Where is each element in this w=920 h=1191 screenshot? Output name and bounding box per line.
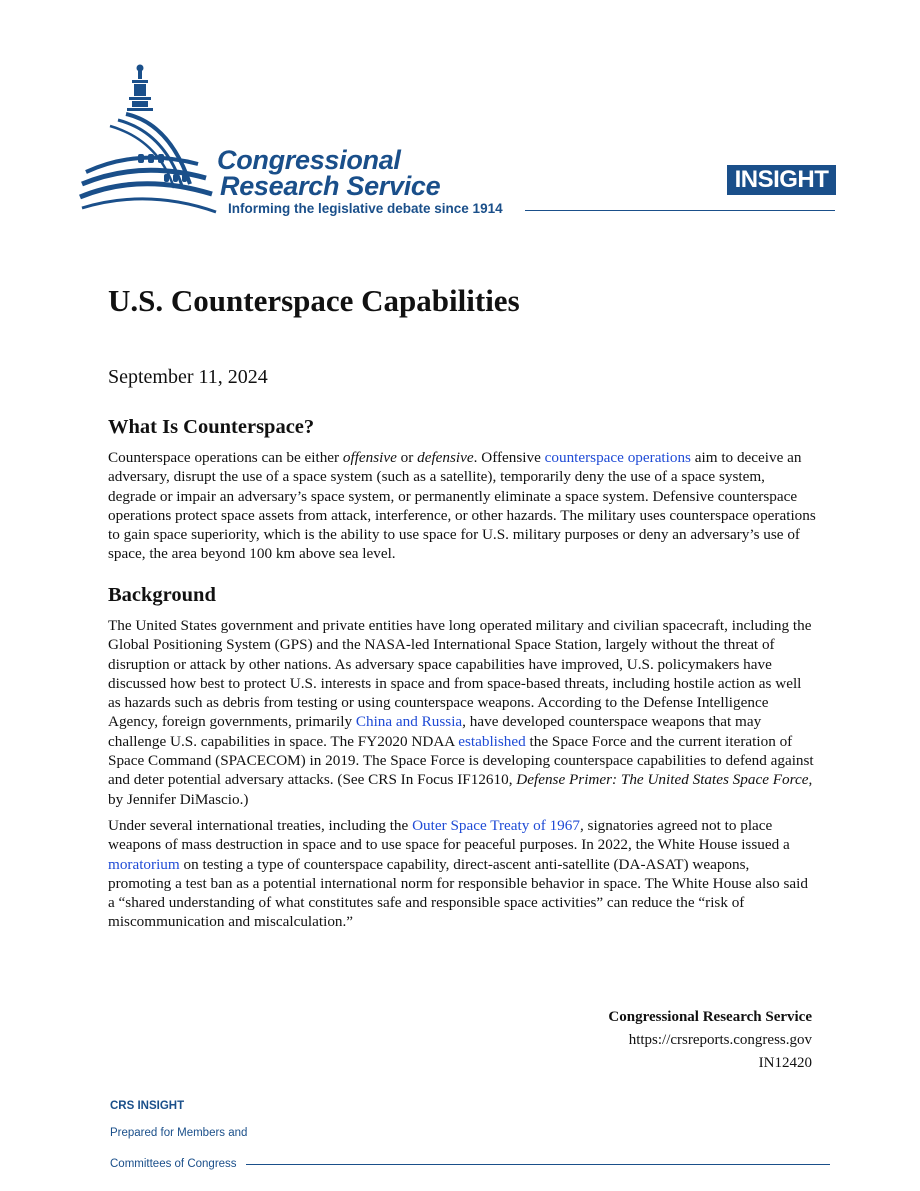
text-run: or (396, 449, 418, 466)
prepared-for-line1: Prepared for Members and (110, 1127, 248, 1139)
prepared-for-line2: Committees of Congress (110, 1158, 237, 1170)
text-run: the Space Force and the current iteration of Space Command (SPACECOM) in 2019. The Space Force is developing counterspace capabilities to defend against and deter potential adversary attacks. (See CRS In Focus IF12610, (108, 732, 814, 789)
section-heading: Background (108, 584, 216, 606)
footer-divider (246, 1164, 830, 1165)
link-outer-space-treaty[interactable]: Outer Space Treaty of 1967 (412, 816, 580, 834)
publication-date: September 11, 2024 (108, 366, 268, 388)
insight-badge: INSIGHT (727, 165, 836, 195)
footer-org: Congressional Research Service (608, 1009, 812, 1025)
emphasis-text: offensive (342, 449, 397, 466)
text-run: The United States government and private entities have long operated military and civilian spacecraft, including the Global Positioning System (GPS) and the NASA-led International Space Station, largely without the threat of disruption or attack by other nations. As adversary space capabilities have improved, U.S. policymakers have discussed how best to protect U.S. interests in space and from space-based threats, including hostile action as well as hazards such as debris from testing or using counterspace weapons. According to the Defense Intelligence Agency, foreign governments, primarily (108, 617, 812, 731)
link-counterspace-operations[interactable]: counterspace operations (544, 449, 691, 466)
text-run: , have developed counterspace weapons that may challenge U.S. capabilities in space. The FY2020 NDAA (108, 713, 762, 750)
text-run: , by Jennifer DiMascio.) (108, 771, 813, 808)
emphasis-text: Defense Primer: The United States Space Force (516, 771, 809, 789)
text-run: Counterspace operations can be either (108, 449, 343, 466)
tagline-divider (525, 210, 835, 211)
tagline: Informing the legislative debate since 1914 (228, 201, 503, 216)
text-run: Under several international treaties, including the (108, 816, 413, 834)
capitol-dome-icon (78, 62, 228, 222)
paragraph (108, 816, 816, 932)
section-heading: What Is Counterspace? (108, 416, 315, 438)
text-run: aim to deceive an adversary, disrupt the use of a space system (such as a satellite), temporarily deny the use of a space system, degrade or impair an adversary’s space system, or permanently eliminate a space system. Defensive counterspace operations protect space assets from attack, interference, or other hazards. The military uses counterspace operations to gain space superiority, which is the ability to use space for U.S. military purposes or deny an adversary’s use of space, the area beyond 100 km above sea level. (108, 449, 816, 563)
paragraph (108, 448, 816, 564)
org-name-line1: Congressional (217, 145, 401, 175)
text-run: . Offensive (473, 449, 545, 466)
report-id: IN12420 (758, 1055, 812, 1071)
section-what-is-counterspace (108, 415, 816, 571)
page-title: U.S. Counterspace Capabilities (108, 283, 520, 318)
org-name-line2: Research Service (220, 171, 441, 201)
section-background (108, 583, 816, 939)
footer-url[interactable]: https://crsreports.congress.gov (628, 1032, 812, 1048)
text-run: on testing a type of counterspace capability, direct-ascent anti-satellite (DA-ASAT) weapons, promoting a test ban as a potential international norm for responsible behavior in space. The White House also said a “shared understanding of what constitutes safe and responsible space activities” can reduce the “risk of miscommunication and miscalculation.” (108, 855, 808, 931)
emphasis-text: defensive (417, 449, 474, 466)
link-china-and-russia[interactable]: China and Russia (355, 713, 463, 731)
link-moratorium[interactable]: moratorium (108, 855, 180, 873)
text-run: , signatories agreed not to place weapons of mass destruction in space and to use space for peaceful purposes. In 2022, the White House issued a (108, 816, 790, 854)
crs-insight-label: CRS INSIGHT (110, 1100, 185, 1112)
paragraph (108, 616, 816, 809)
footer-info (608, 1006, 812, 1075)
link-established[interactable]: established (458, 732, 526, 750)
